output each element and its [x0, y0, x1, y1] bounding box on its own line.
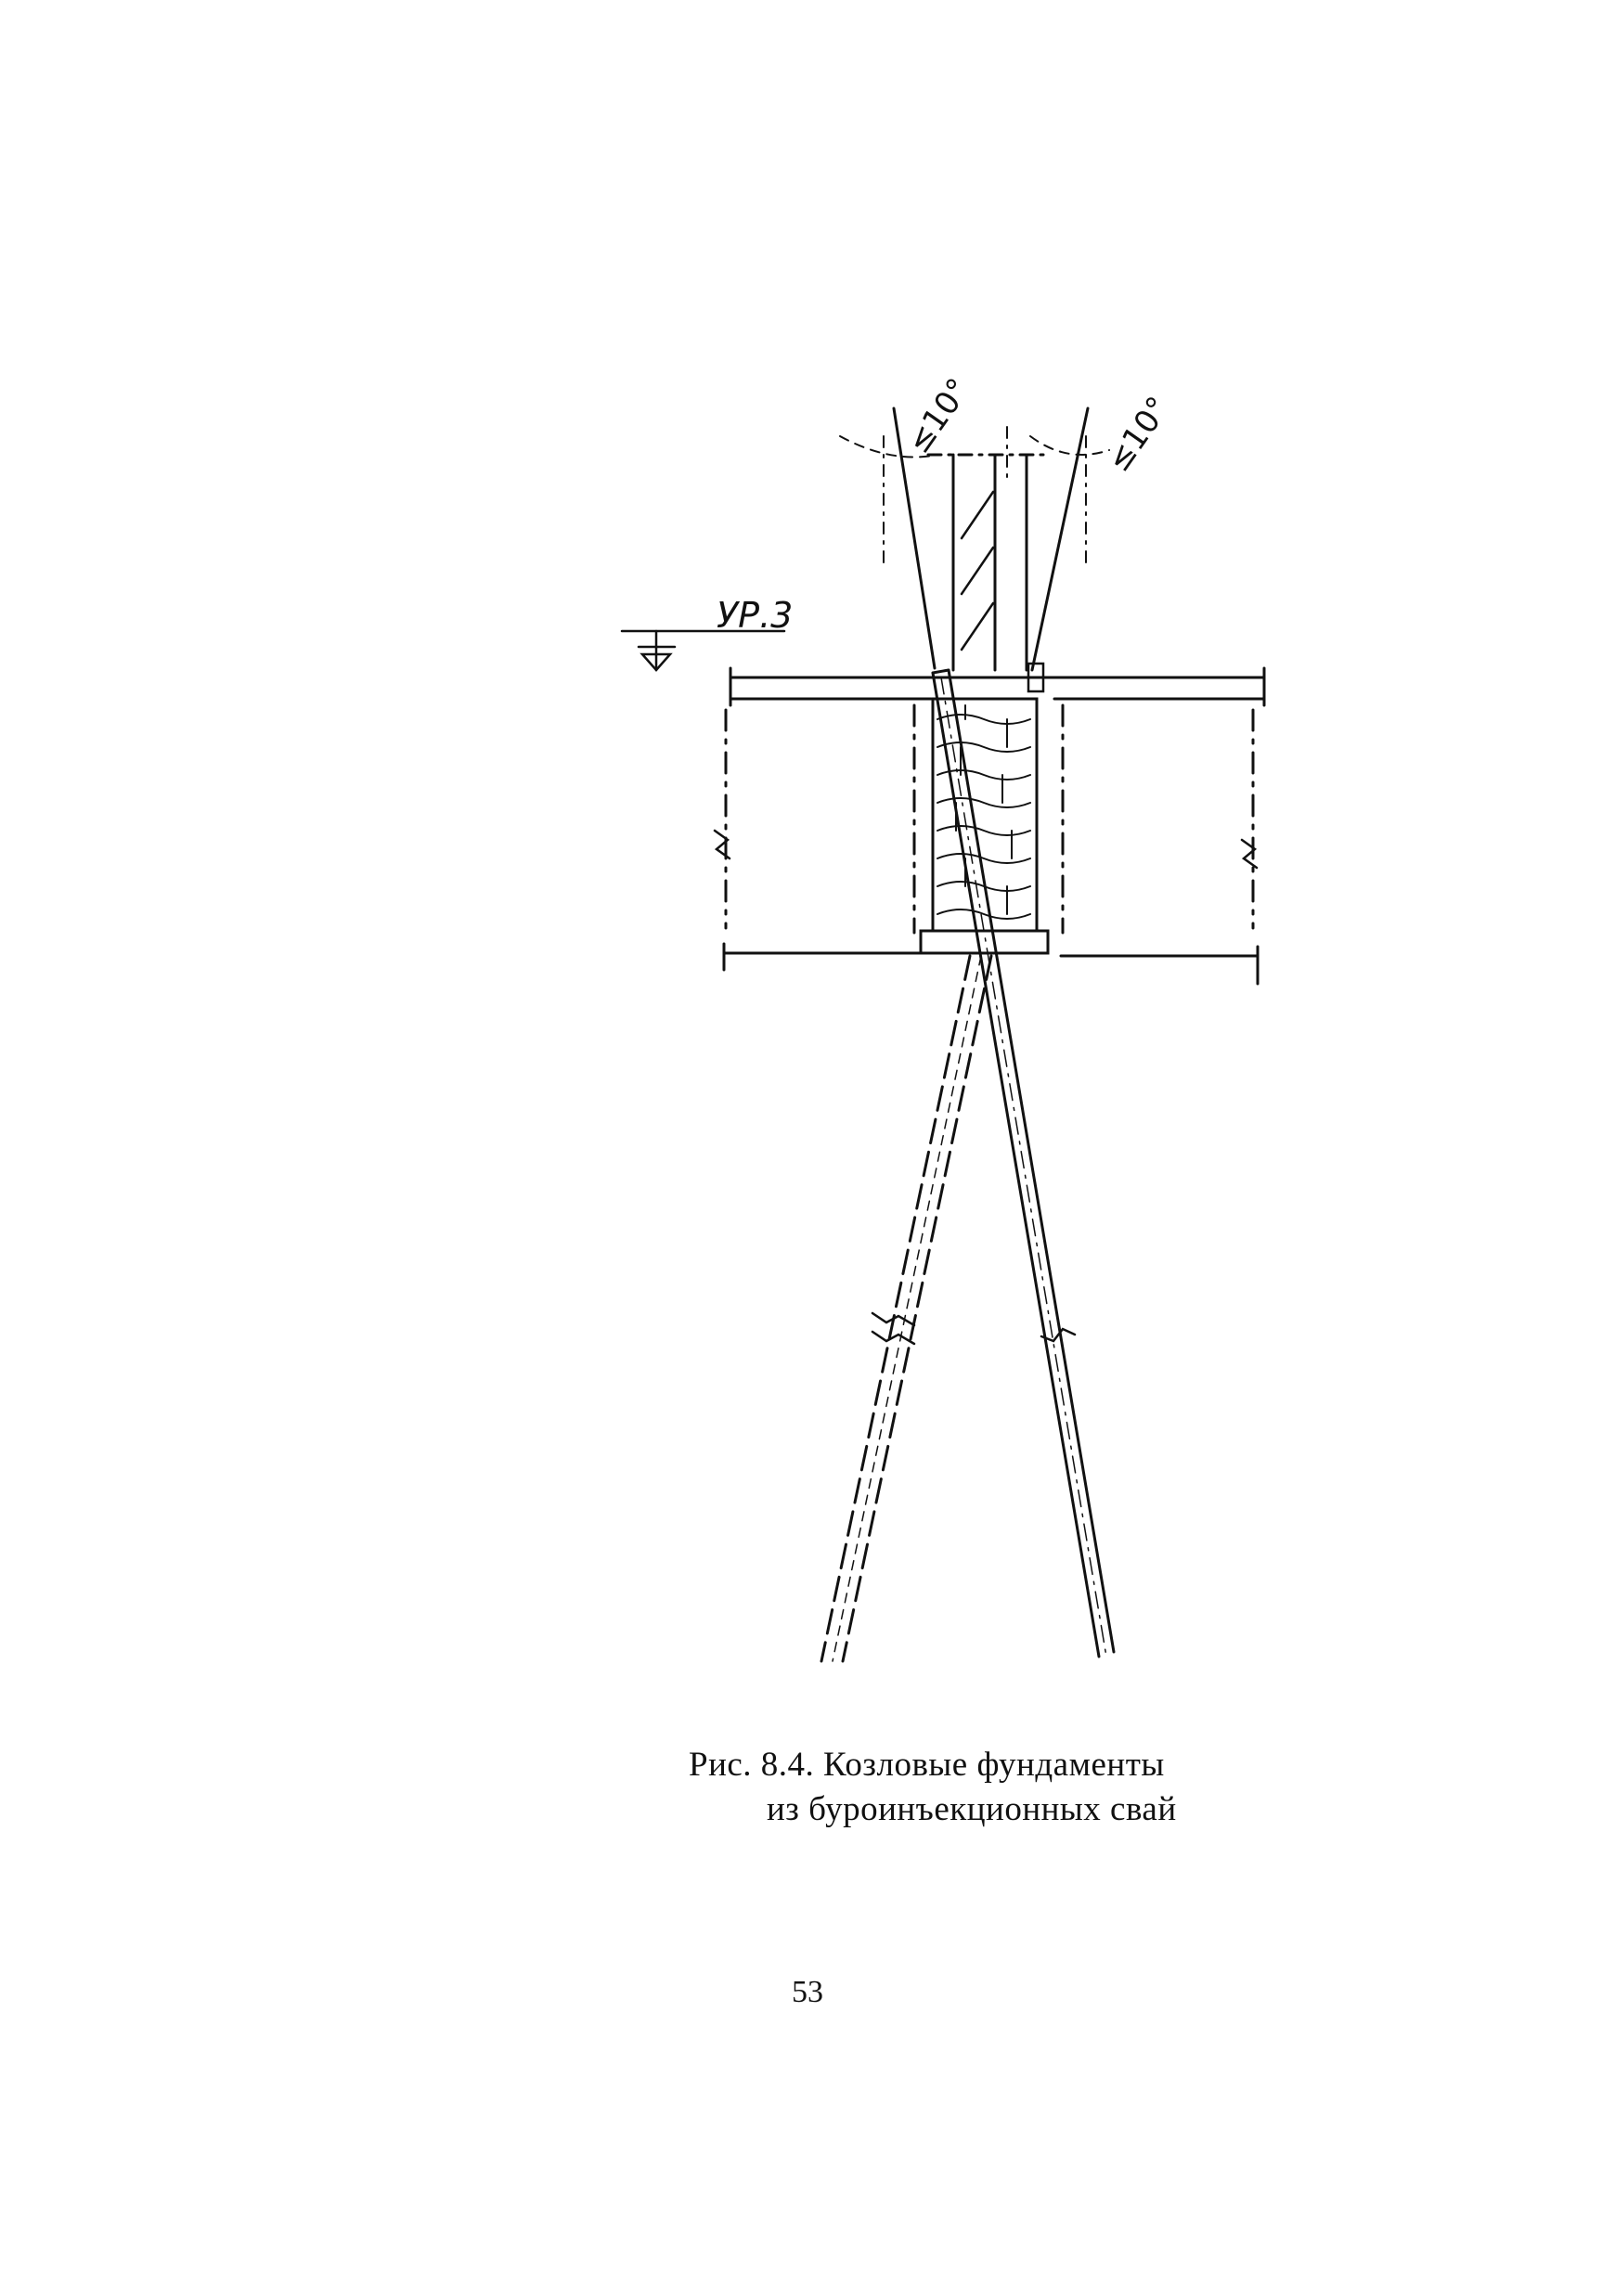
inclined-pile-right	[933, 670, 1114, 1657]
level-mark-symbol	[622, 631, 784, 670]
pile-break-mark	[872, 1313, 914, 1344]
level-label: УР.3	[717, 595, 794, 636]
wall-hatching	[962, 492, 993, 650]
angle-label-right: ≤10°	[1100, 390, 1178, 479]
soil-boundaries	[726, 705, 1253, 933]
break-marks	[715, 831, 1257, 868]
inclined-pile-left	[821, 956, 991, 1661]
page-number: 53	[792, 1975, 823, 2009]
wall-above-ground	[928, 455, 1049, 670]
caption-line-1: Рис. 8.4. Козловые фундаменты	[689, 1746, 1165, 1784]
caption-line-2: из буроинъекционных свай	[767, 1790, 1177, 1828]
angle-label-left: ≤10°	[899, 371, 978, 461]
stone-foundation	[921, 699, 1048, 953]
